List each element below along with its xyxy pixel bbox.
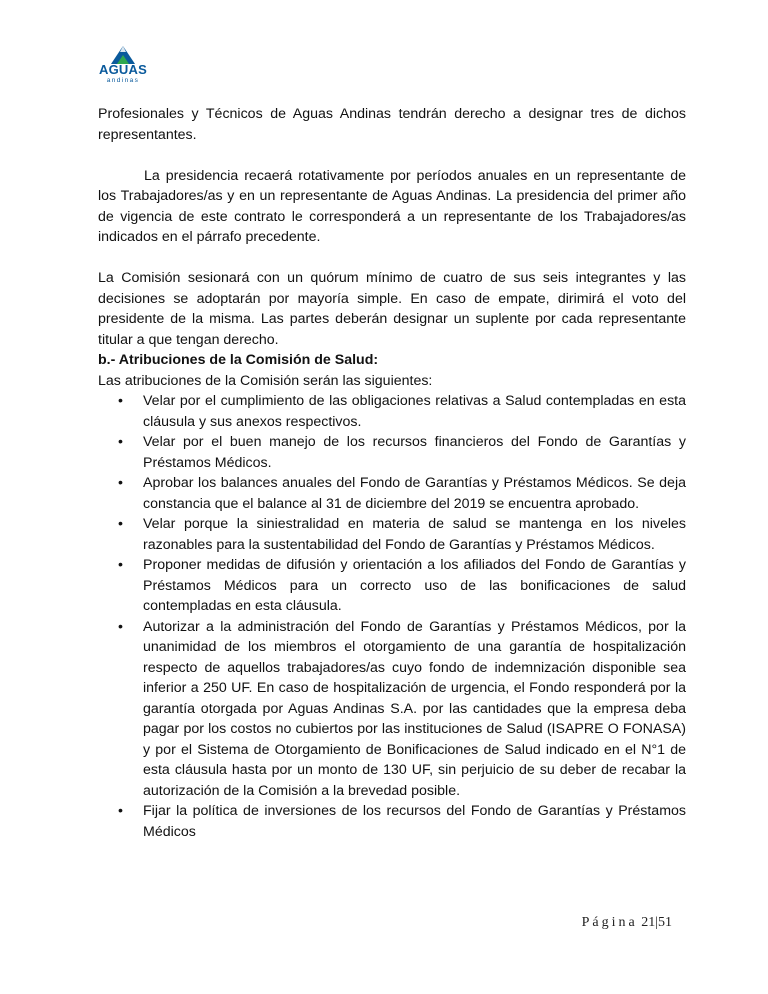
page-label: Página — [581, 915, 638, 930]
current-page: 21 — [641, 915, 656, 930]
list-item: • Velar porque la siniestralidad en materia de salud se mantenga en los niveles razonables para la sustentabilidad del Fondo de Garantías y Préstamos Médicos. — [118, 516, 686, 553]
bullet-icon: • — [118, 618, 123, 635]
logo-mountain-icon — [111, 44, 135, 64]
bullet-icon: • — [118, 475, 123, 491]
section-heading: b.- Atribuciones de la Comisión de Salud: — [98, 352, 379, 368]
list-intro: Las atribuciones de la Comisión serán las siguientes: — [98, 372, 433, 389]
document-body — [98, 104, 686, 842]
list-item: • Aprobar los balances anuales del Fondo de Garantías y Préstamos Médicos. Se deja constancia que el balance al 31 de diciembre del 2019 se encuentra aprobado. — [118, 475, 686, 512]
paragraph-representantes: Profesionales y Técnicos de Aguas Andinas tendrán derecho a designar tres de dichos representantes. — [98, 106, 686, 143]
logo-subtext: andinas — [106, 77, 140, 84]
bullet-icon: • — [118, 516, 123, 532]
total-pages: 51 — [658, 915, 672, 930]
logo-wordmark: AGUAS — [99, 62, 147, 77]
atribuciones-list — [98, 391, 686, 842]
page-separator: | — [655, 915, 658, 930]
bullet-icon: • — [118, 393, 123, 409]
list-item: • Fijar la política de inversiones de los recursos del Fondo de Garantías y Préstamos Médicos — [118, 803, 686, 840]
bullet-icon: • — [118, 434, 123, 450]
bullet-icon: • — [118, 803, 123, 819]
list-item: • Proponer medidas de difusión y orientación a los afiliados del Fondo de Garantías y Préstamos Médicos para un correcto uso de las bonificaciones de salud contempladas en esta cláusula. — [118, 557, 686, 614]
paragraph-presidencia: La presidencia recaerá rotativamente por períodos anuales en un representante de los Trabajadores/as y en un representante de Aguas Andinas. La presidencia del primer año de vigencia de este contrato le corresponderá a un representante de los Trabajadores/as indicados en el párrafo precedente. — [98, 167, 686, 245]
list-item: • Velar por el cumplimiento de las obligaciones relativas a Salud contempladas en esta cláusula y sus anexos respectivos. — [118, 393, 686, 430]
list-item: • Autorizar a la administración del Fondo de Garantías y Préstamos Médicos, por la unanimidad de los miembros el otorgamiento de una garantía de hospitalización respecto de aquellos trabajadores/as cuyo fondo de indemnización disponible sea inferior a 250 UF. En caso de hospitalización de urgencia, el Fondo responderá por la garantía otorgada por Aguas Andinas S.A. por las cantidades que la empresa deba pagar por los costos no cubiertos por las instituciones de Salud (ISAPRE O FONASA) y por el Sistema de Otorgamiento de Bonificaciones de Salud indicado en el N°1 de esta cláusula hasta por un monto de 130 UF, sin perjuicio de su deber de recabar la autorización de la Comisión a la brevedad posible. — [118, 618, 686, 799]
bullet-icon: • — [118, 557, 123, 573]
page-number-footer — [582, 915, 672, 931]
paragraph-quorum: La Comisión sesionará con un quórum mínimo de cuatro de sus seis integrantes y las decisiones se adoptarán por mayoría simple. En caso de empate, dirimirá el voto del presidente de la misma. Las partes deberán designar un suplente por cada representante titular a que tengan derecho. — [98, 270, 686, 348]
company-logo — [98, 44, 148, 88]
list-item: • Velar por el buen manejo de los recursos financieros del Fondo de Garantías y Préstamos Médicos. — [118, 434, 686, 471]
